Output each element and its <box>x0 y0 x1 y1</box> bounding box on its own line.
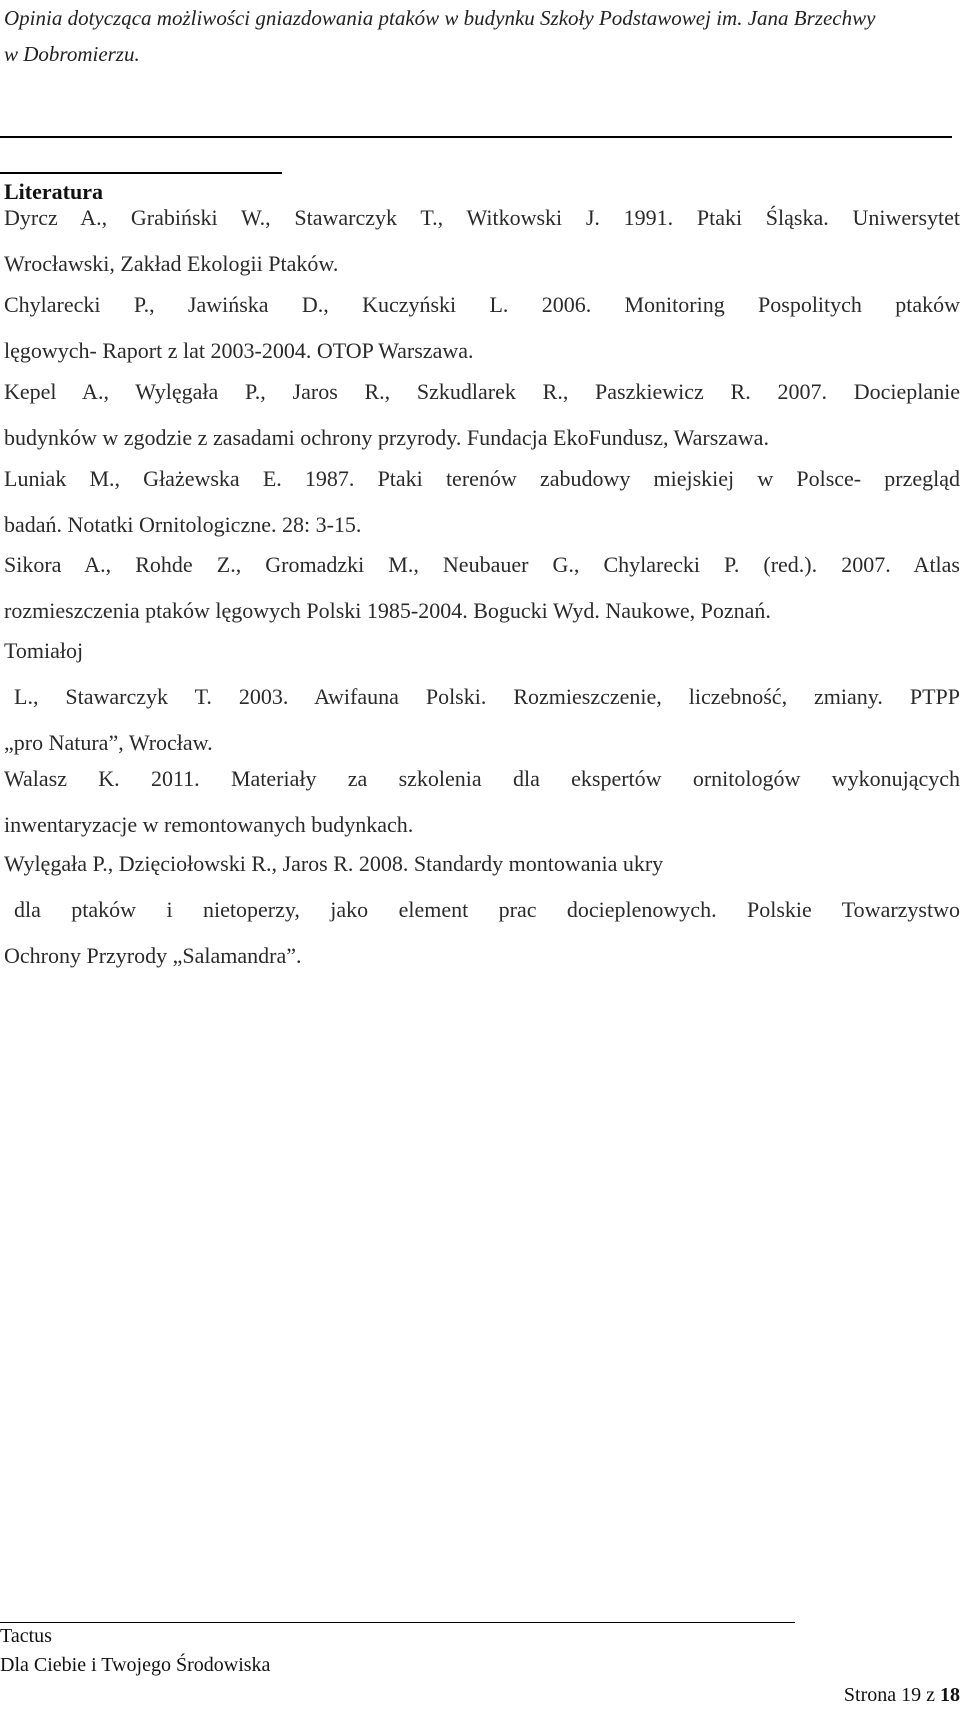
header-title-line-1: Opinia dotycząca możliwości gniazdowania ptaków w budynku Szkoły Podstawowej im. Jana Brzechwy <box>4 6 876 30</box>
reference-line: Walasz K. 2011. Materiały za szkolenia dla ekspertów ornitologów wykonujących <box>4 766 960 791</box>
reference-item <box>4 756 960 848</box>
page-total: 18 <box>940 1684 960 1706</box>
reference-item <box>4 195 960 287</box>
reference-line: Sikora A., Rohde Z., Gromadzki M., Neubauer G., Chylarecki P. (red.). 2007. Atlas <box>4 552 960 577</box>
reference-line: Kepel A., Wylęgała P., Jaros R., Szkudlarek R., Paszkiewicz R. 2007. Docieplanie <box>4 379 960 404</box>
reference-item <box>4 282 960 374</box>
reference-line: Chylarecki P., Jawińska D., Kuczyński L. 2006. Monitoring Pospolitych ptaków <box>4 292 960 317</box>
page-number <box>844 1680 960 1710</box>
header-title-line-2: w Dobromierzu. <box>4 42 140 66</box>
reference-line: Wrocławski, Zakład Ekologii Ptaków. <box>4 251 339 276</box>
reference-line: L., Stawarczyk T. 2003. Awifauna Polski. Rozmieszczenie, liczebność, zmiany. PTPP <box>14 684 960 709</box>
reference-line: „pro Natura”, Wrocław. <box>4 730 213 755</box>
page-number-prefix: Strona 19 z <box>843 1684 935 1706</box>
reference-line: Tomiałoj <box>4 638 84 663</box>
reference-item <box>4 456 960 548</box>
footer-divider <box>0 1622 795 1623</box>
reference-line: rozmieszczenia ptaków lęgowych Polski 1985-2004. Bogucki Wyd. Naukowe, Poznań. <box>4 598 771 623</box>
reference-item <box>4 628 960 766</box>
section-title: Literatura <box>4 179 103 204</box>
reference-line: lęgowych- Raport z lat 2003-2004. OTOP Warszawa. <box>4 338 474 363</box>
reference-line: Luniak M., Głażewska E. 1987. Ptaki terenów zabudowy miejskiej w Polsce- przegląd <box>4 466 960 491</box>
document-header <box>4 0 954 72</box>
reference-item <box>4 841 960 979</box>
reference-line: Ochrony Przyrody „Salamandra”. <box>4 943 302 968</box>
header-divider <box>0 136 952 138</box>
reference-line: Wylęgała P., Dzięciołowski R., Jaros R. 2008. Standardy montowania ukry <box>4 851 664 876</box>
footer-organization: Tactus <box>0 1625 52 1647</box>
reference-line: inwentaryzacje w remontowanych budynkach. <box>4 812 414 837</box>
footer-tagline: Dla Ciebie i Twojego Środowiska <box>0 1654 271 1676</box>
reference-line: Dyrcz A., Grabiński W., Stawarczyk T., Witkowski J. 1991. Ptaki Śląska. Uniwersytet <box>4 205 960 230</box>
section-divider <box>0 172 282 174</box>
reference-line: dla ptaków i nietoperzy, jako element prac docieplenowych. Polskie Towarzystwo <box>14 897 960 922</box>
reference-line: budynków w zgodzie z zasadami ochrony przyrody. Fundacja EkoFundusz, Warszawa. <box>4 425 769 450</box>
reference-line: badań. Notatki Ornitologiczne. 28: 3-15. <box>4 512 362 537</box>
reference-item <box>4 542 960 634</box>
reference-item <box>4 369 960 461</box>
